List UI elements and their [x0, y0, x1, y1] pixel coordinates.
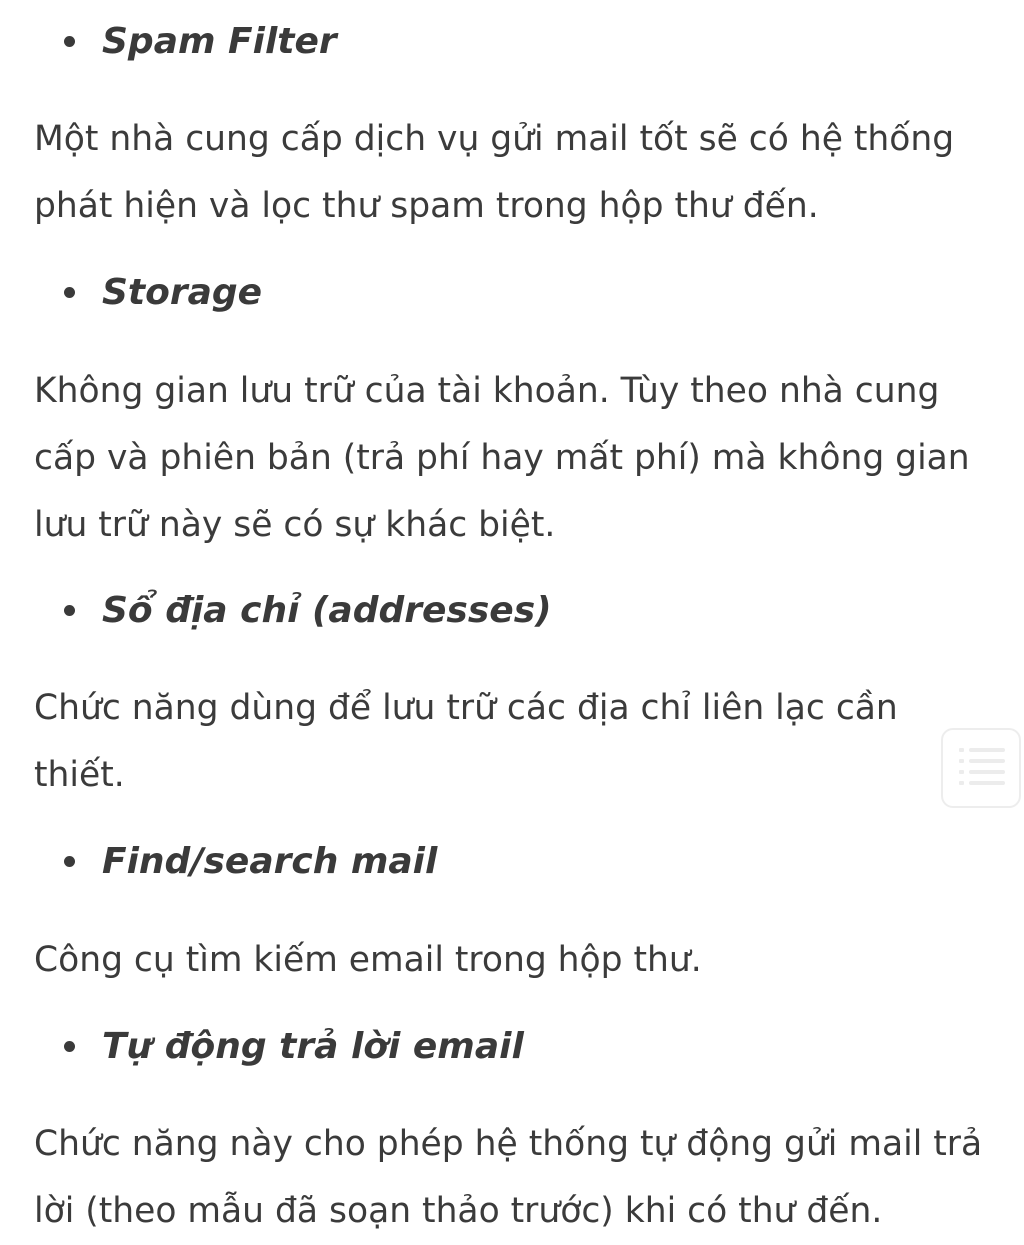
bullet-dot	[64, 605, 75, 616]
paragraph-addresses	[34, 675, 1009, 809]
bullet-dot	[64, 856, 75, 867]
heading-text: Spam Filter	[102, 20, 337, 62]
paragraph-spam-filter	[34, 106, 1009, 240]
bullet-dot	[64, 287, 75, 298]
paragraph-auto-reply	[34, 1111, 1009, 1245]
paragraph-line: cấp và phiên bản (trả phí hay mất phí) mà không gian	[34, 438, 970, 478]
paragraph-line: Một nhà cung cấp dịch vụ gửi mail tốt sẽ có hệ thống	[34, 119, 955, 159]
paragraph-line: Chức năng dùng để lưu trữ các địa chỉ liên lạc cần	[34, 688, 898, 728]
paragraph-line: Không gian lưu trữ của tài khoản. Tùy theo nhà cung	[34, 371, 940, 411]
heading-text: Find/search mail	[102, 840, 438, 882]
heading-text: Sổ địa chỉ (addresses)	[102, 589, 552, 631]
heading-text: Tự động trả lời email	[102, 1025, 524, 1067]
bullet-dot	[64, 36, 75, 47]
paragraph-line: Chức năng này cho phép hệ thống tự động gửi mail trả	[34, 1124, 983, 1164]
list-heading-spam-filter	[64, 13, 337, 69]
bullet-dot	[64, 1041, 75, 1052]
paragraph-storage	[34, 358, 1009, 559]
heading-text: Storage	[102, 271, 263, 313]
list-icon	[957, 744, 1009, 796]
list-heading-find-search	[64, 833, 437, 889]
paragraph-line: thiết.	[34, 755, 125, 795]
paragraph-line: lời (theo mẫu đã soạn thảo trước) khi có thư đến.	[34, 1191, 883, 1231]
list-heading-auto-reply	[64, 1018, 524, 1074]
paragraph-line: phát hiện và lọc thư spam trong hộp thư đến.	[34, 186, 819, 226]
list-heading-addresses	[64, 582, 552, 638]
paragraph-find-search	[34, 927, 1009, 994]
table-of-contents-button[interactable]	[941, 728, 1021, 808]
list-heading-storage	[64, 264, 262, 320]
paragraph-line: lưu trữ này sẽ có sự khác biệt.	[34, 505, 556, 545]
paragraph-line: Công cụ tìm kiếm email trong hộp thư.	[34, 940, 702, 980]
